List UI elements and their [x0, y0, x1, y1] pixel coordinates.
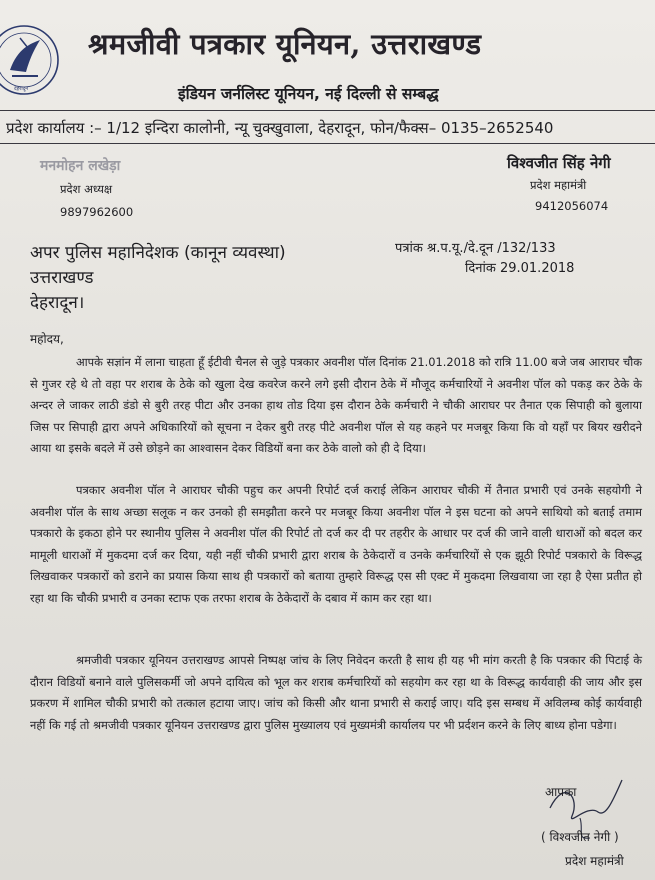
recipient-line-1: अपर पुलिस महानिदेशक (कानून व्यवस्था) — [30, 243, 286, 263]
logo-caption: देहरादून — [14, 86, 29, 92]
recipient-line-2: उत्तराखण्ड — [30, 268, 94, 288]
body-paragraph-1: आपके सज्ञांन में लाना चाहता हूँ ईटीवी चैनल से जुड़े पत्रकार अवनीश पॉल दिनांक 21.01.2018 को रात्रि 11.00 बजे जब आराघर चौक से गुजर रहे थे तो वहा पर शराब के ठेके को खुला देख कवरेज करने लगे इसी दौरान ठेके में मौजूद कर्मचारियों ने अवनीश पॉल को पकड़ कर ठेके के अन्दर ले जाकर लाठी डंडो से बुरी तरह पीटा और उनका हाथ तोड दिया इस दौरान ठेके कर्मचारी ने चौकी आराघर पर तैनात एक सिपाही को बुलाया जिस पर सिपाही द्वारा अपने अधिकारियों को सूचना न देकर बुरी तरह पीटे अवनीश पॉल से यह कहने पर मजबूर किया कि वो यहाँ पर बियर खरीदने आया था इसके बदले में उसे छोड़ने का आश्वासन देकर विडियों बना कर ठेके वालो को ही दे दिया। — [30, 355, 642, 455]
body-paragraph-3: श्रमजीवी पत्रकार यूनियन उत्तराखण्ड आपसे निष्पक्ष जांच के लिए निवेदन करती है साथ ही यह भी मांग करती है कि पत्रकार की पिटाई के दौरान विडियों बनाने वाले पुलिसकर्मी जो अपने दायित्व को भूल कर शराब कर्मचारियों को सहयोग कर रहा था के विरूद्ध कार्यवाही की जाय और इस प्रकरण में शामिल चौकी प्रभारी को तत्काल हटाया जाए। जांच को किसी और थाना प्रभारी से कराई जाए। यदि इस सम्बध में अविलम्ब कोई कार्यवाही नहीं कि गई तो श्रमजीवी पत्रकार यूनियन उत्तराखण्ड द्वारा पुलिस मुख्यालय एवं मुख्यमंत्री कार्यालय पर भी प्रर्दशन करने के लिए बाध्य होना पडेगा। — [30, 653, 642, 732]
sign-off: आपका — [545, 785, 577, 799]
salutation: महोदय, — [30, 332, 64, 346]
body-paragraph-2: पत्रकार अवनीश पॉल ने आराघर चौकी पहुच कर अपनी रिपोर्ट दर्ज कराई लेकिन आराघर चौकी में तैनात प्रभारी एवं उनके सहयोगी ने अवनीश पॉल के साथ अच्छा सलूक न कर उनको ही समझौता करने पर मजबूर किया अवनीश पॉल ने इस घटना को अपने साथियो को बताई तमाम पत्रकारो के इकठा होने पर स्थानीय पुलिस ने अवनीश पॉल की रिपोर्ट तो दर्ज कर दी पर तहरीर के आधार पर दर्ज की जाने वाली धाराओं को बदल कर मामूली धाराओं में मुकदमा दर्ज कर दिया, यही नहीं चौकी प्रभारी द्वारा शराब के ठेकेदारों व उनके कर्मचारियों से एक झूठी रिपोर्ट पत्रकारो के विरूद्ध लिखवाकर पत्रकारों को डराने का प्रयास किया साथ ही पत्रकारों को बताया तुम्हारे विरूद्ध एस सी एक्ट में मुकदमा लिखवाया जा रहा है ऐसा प्रतीत हो रहा था कि चौकी प्रभारी व उनका स्टाफ एक तरफा शराब के ठेकेदारों के दबाव में काम कर रहा था। — [30, 483, 642, 605]
secretary-name: विश्वजीत सिंह नेगी — [507, 154, 611, 172]
office-address-line: प्रदेश कार्यालय :– 1/12 इन्दिरा कालोनी, न्यू चुक्खुवाला, देहरादून, फोन/फैक्स– 0135–2652540 — [6, 119, 554, 137]
president-phone: 9897962600 — [60, 205, 134, 219]
president-name: मनमोहन लखेड़ा — [40, 158, 121, 174]
org-title: श्रमजीवी पत्रकार यूनियन, उत्तराखण्ड — [88, 27, 482, 61]
signatory-role: प्रदेश महामंत्री — [565, 854, 624, 868]
recipient-line-3: देहरादून। — [30, 293, 85, 313]
header-divider-top — [0, 110, 655, 111]
signatory-name: ( विश्वजीत नेगी ) — [541, 830, 619, 844]
header-divider-bottom — [0, 143, 655, 144]
secretary-role: प्रदेश महामंत्री — [530, 178, 587, 192]
secretary-phone: 9412056074 — [535, 199, 609, 213]
affiliation-line: इंडियन जर्नलिस्ट यूनियन, नई दिल्ली से सम्बद्ध — [178, 85, 439, 103]
reference-number: पत्रांक श्र.प.यू./दे.दून /132/133 — [395, 241, 556, 256]
union-logo — [0, 18, 66, 108]
letter-date: दिनांक 29.01.2018 — [465, 261, 575, 276]
president-role: प्रदेश अध्यक्ष — [60, 182, 113, 196]
